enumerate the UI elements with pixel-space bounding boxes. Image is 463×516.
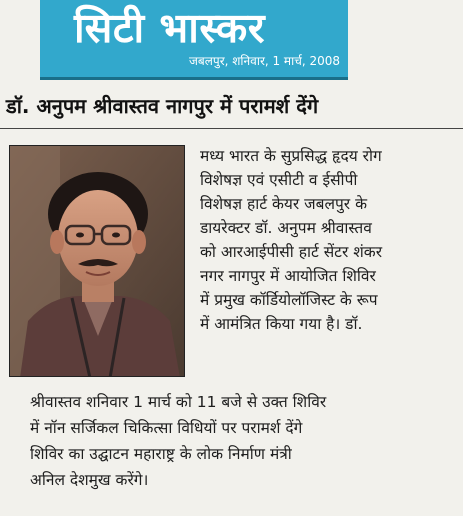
article-text-line: में आमंत्रित किया गया है। डॉ. bbox=[200, 315, 363, 333]
article-text-line: विशेषज्ञ एवं एसीटी व ईसीपी bbox=[200, 171, 358, 189]
article-text-line: श्रीवास्तव शनिवार 1 मार्च को 11 बजे से उक्त शिविर bbox=[30, 393, 327, 411]
masthead bbox=[40, 0, 348, 80]
article-text-line: में नॉन सर्जिकल चिकित्सा विधियों पर परामर्श देंगे bbox=[30, 419, 303, 437]
masthead-title: सिटी भास्कर bbox=[74, 4, 266, 52]
article-text-line: विशेषज्ञ हार्ट केयर जबलपुर के bbox=[200, 195, 367, 213]
masthead-dateline: जबलपुर, शनिवार, 1 मार्च, 2008 bbox=[188, 54, 340, 68]
article-text-line: में प्रमुख कॉर्डियोलॉजिस्ट के रूप bbox=[200, 291, 378, 309]
article-text-line: डायरेक्टर डॉ. अनुपम श्रीवास्तव bbox=[200, 219, 372, 237]
article-text-line: नगर नागपुर में आयोजित शिविर bbox=[200, 267, 376, 285]
masthead-rule bbox=[40, 77, 348, 80]
article-text-line: को आरआईपीसी हार्ट सेंटर शंकर bbox=[200, 243, 383, 261]
article-text-line: शिविर का उद्घाटन महाराष्ट्र के लोक निर्माण मंत्री bbox=[30, 445, 292, 463]
article-text-line: मध्य भारत के सुप्रसिद्ध हृदय रोग bbox=[200, 147, 382, 165]
article-headline: डॉ. अनुपम श्रीवास्तव नागपुर में परामर्श देंगे bbox=[6, 94, 319, 118]
portrait-photo-drawing bbox=[10, 146, 185, 377]
portrait-photo bbox=[9, 145, 185, 377]
article-text-line: अनिल देशमुख करेंगे। bbox=[30, 471, 149, 489]
headline-rule bbox=[0, 128, 463, 129]
